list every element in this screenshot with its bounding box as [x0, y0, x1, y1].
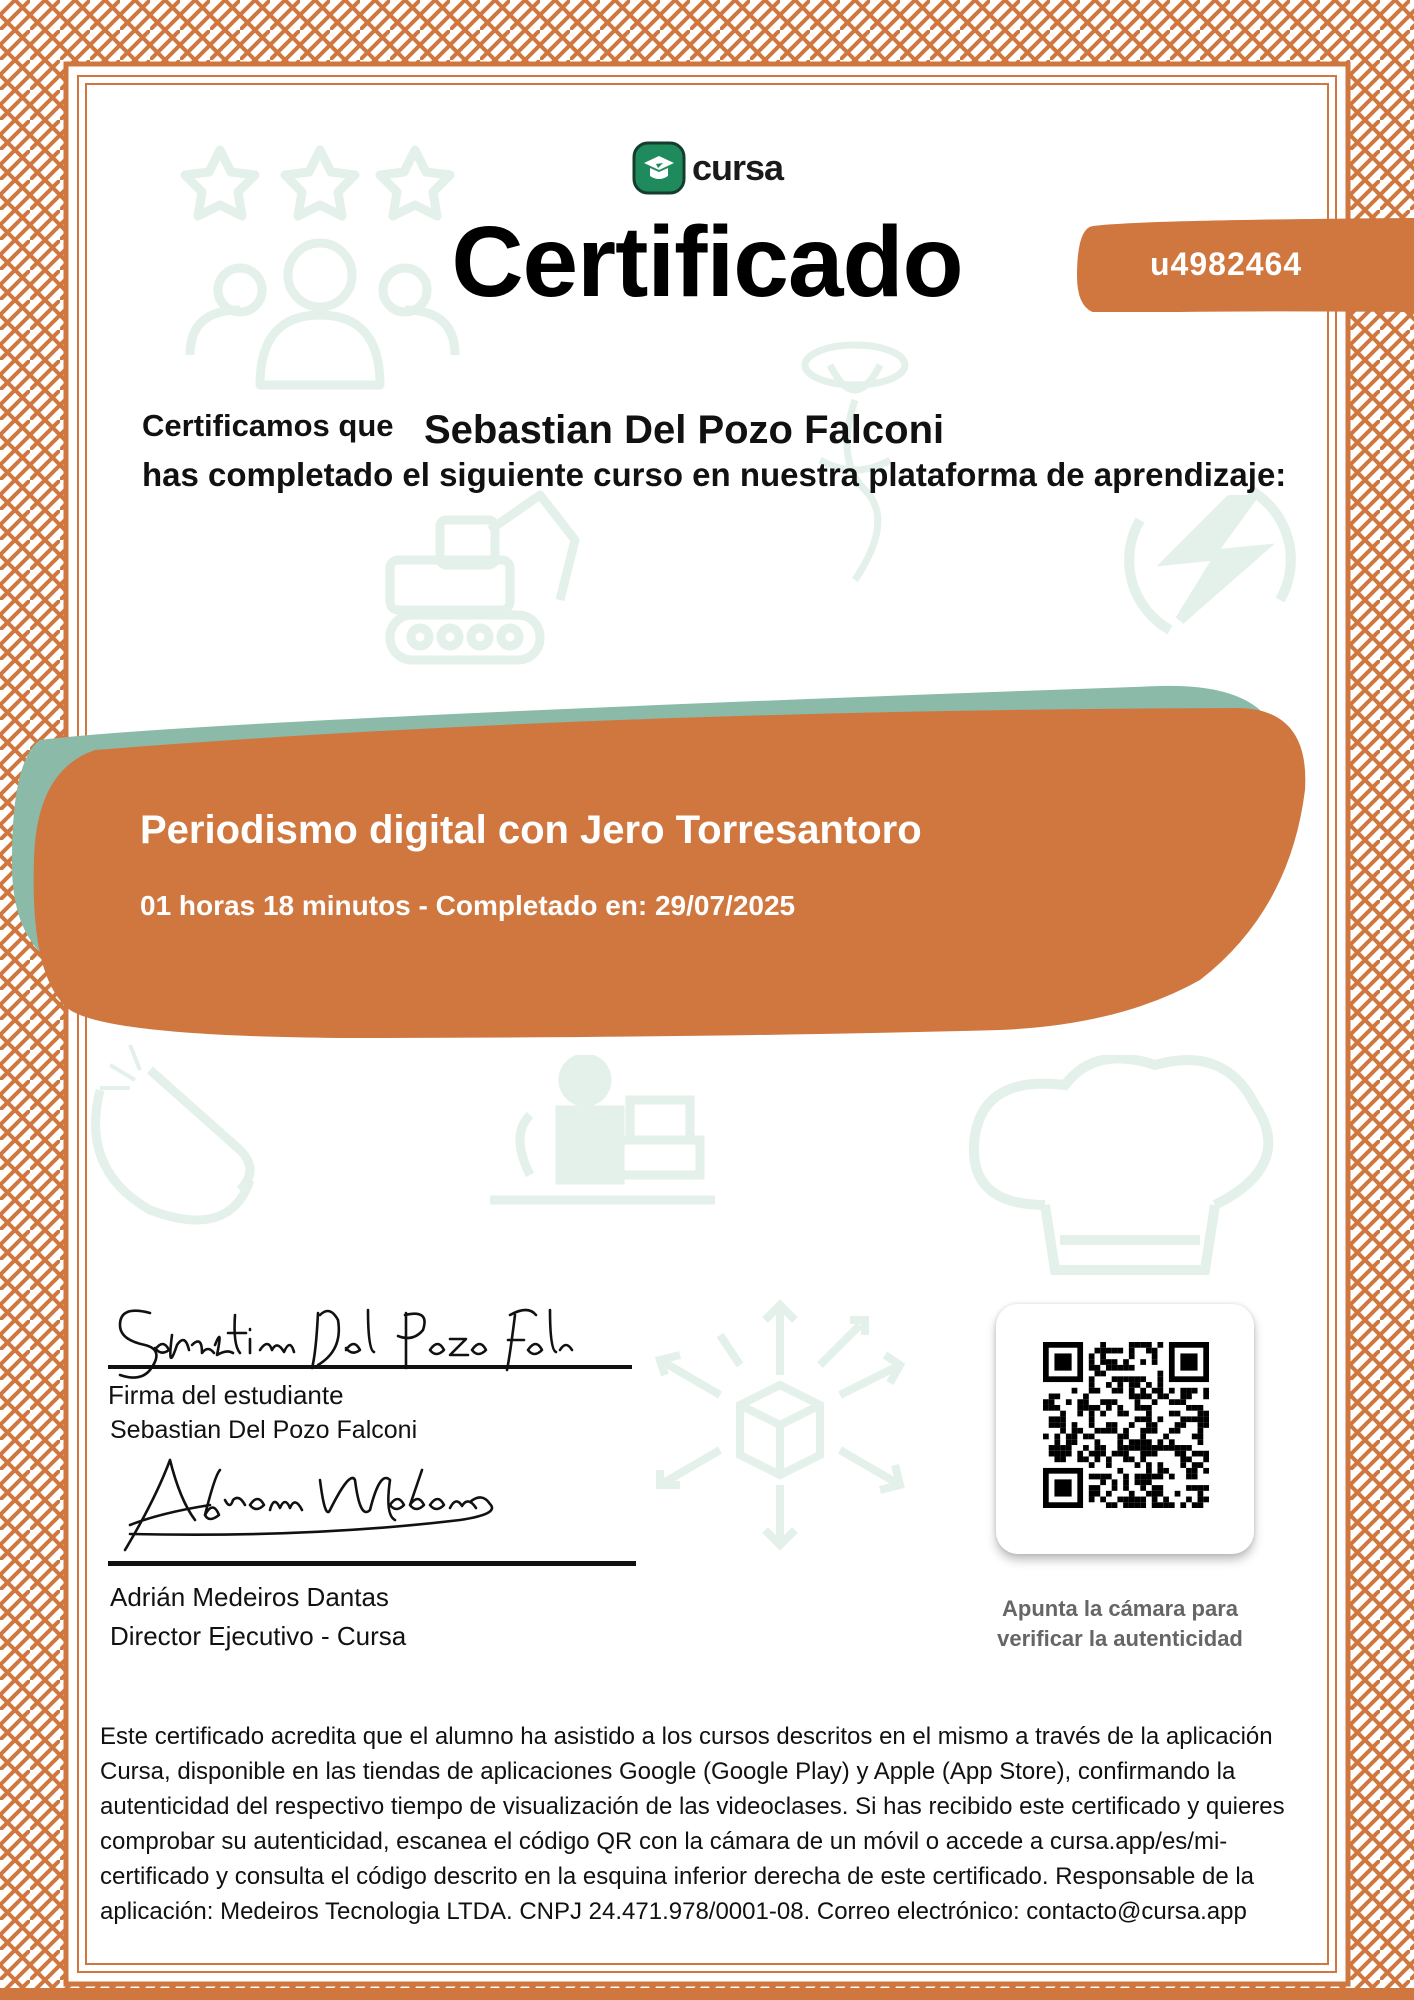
certify-prefix: Certificamos que: [142, 408, 394, 443]
student-signature-line: [108, 1365, 632, 1369]
student-signature: [110, 1295, 580, 1385]
qr-caption: [960, 1594, 1280, 1654]
watermark-chef-hat-icon: [965, 1055, 1275, 1280]
qr-caption-line2: verificar la autenticidad: [997, 1626, 1243, 1651]
watermark-worker-icon: [490, 1055, 720, 1205]
course-title: Periodismo digital con Jero Torresantoro: [140, 808, 922, 852]
director-signature: [110, 1450, 530, 1560]
brand-logo: [632, 140, 783, 196]
course-banner: [0, 680, 1414, 1050]
student-name: Sebastian Del Pozo Falconi: [424, 408, 945, 452]
certificate-code: u4982464: [1150, 246, 1303, 282]
brand-name: cursa: [692, 147, 784, 188]
director-name: Adrián Medeiros Dantas: [110, 1582, 389, 1612]
student-name-under-signature: Sebastian Del Pozo Falconi: [110, 1416, 418, 1444]
cursa-play-cap-icon: [632, 141, 686, 195]
qr-code-card[interactable]: [996, 1304, 1254, 1554]
director-role: Director Ejecutivo - Cursa: [110, 1621, 407, 1651]
watermark-box-arrows-icon: [640, 1285, 920, 1565]
course-meta: 01 horas 18 minutos - Completado en: 29/07/2025: [140, 890, 796, 921]
qr-caption-line1: Apunta la cámara para: [1002, 1596, 1238, 1621]
qr-code-icon[interactable]: [1043, 1342, 1209, 1508]
completed-statement: has completado el siguiente curso en nuestra plataforma de aprendizaje:: [142, 456, 1287, 493]
student-signature-label: Firma del estudiante: [108, 1380, 344, 1410]
legal-disclaimer: Este certificado acredita que el alumno ha asistido a los cursos descritos en el mismo a través de la aplicación Cursa, disponible en las tiendas de aplicaciones Google (Google Play) y Apple (App Store), confirmando la autenticidad del respectivo tiempo de visualización de las videoclases. Si has recibido este certificado y quieres comprobar su autenticidad, escanea el código QR con la cámara de un móvil o accede a cursa.app/es/mi-certificado y consulta el código descrito en la esquina inferior derecha de este certificado. Responsable de la aplicación: Medeiros Tecnologia LTDA. CNPJ 24.471.978/0001-08. Correo electrónico: contacto@cursa.app: [100, 1723, 1285, 1925]
watermark-excavator-icon: [380, 490, 600, 670]
certificate-title: Certificado: [451, 206, 963, 318]
director-signature-line: [108, 1561, 636, 1566]
